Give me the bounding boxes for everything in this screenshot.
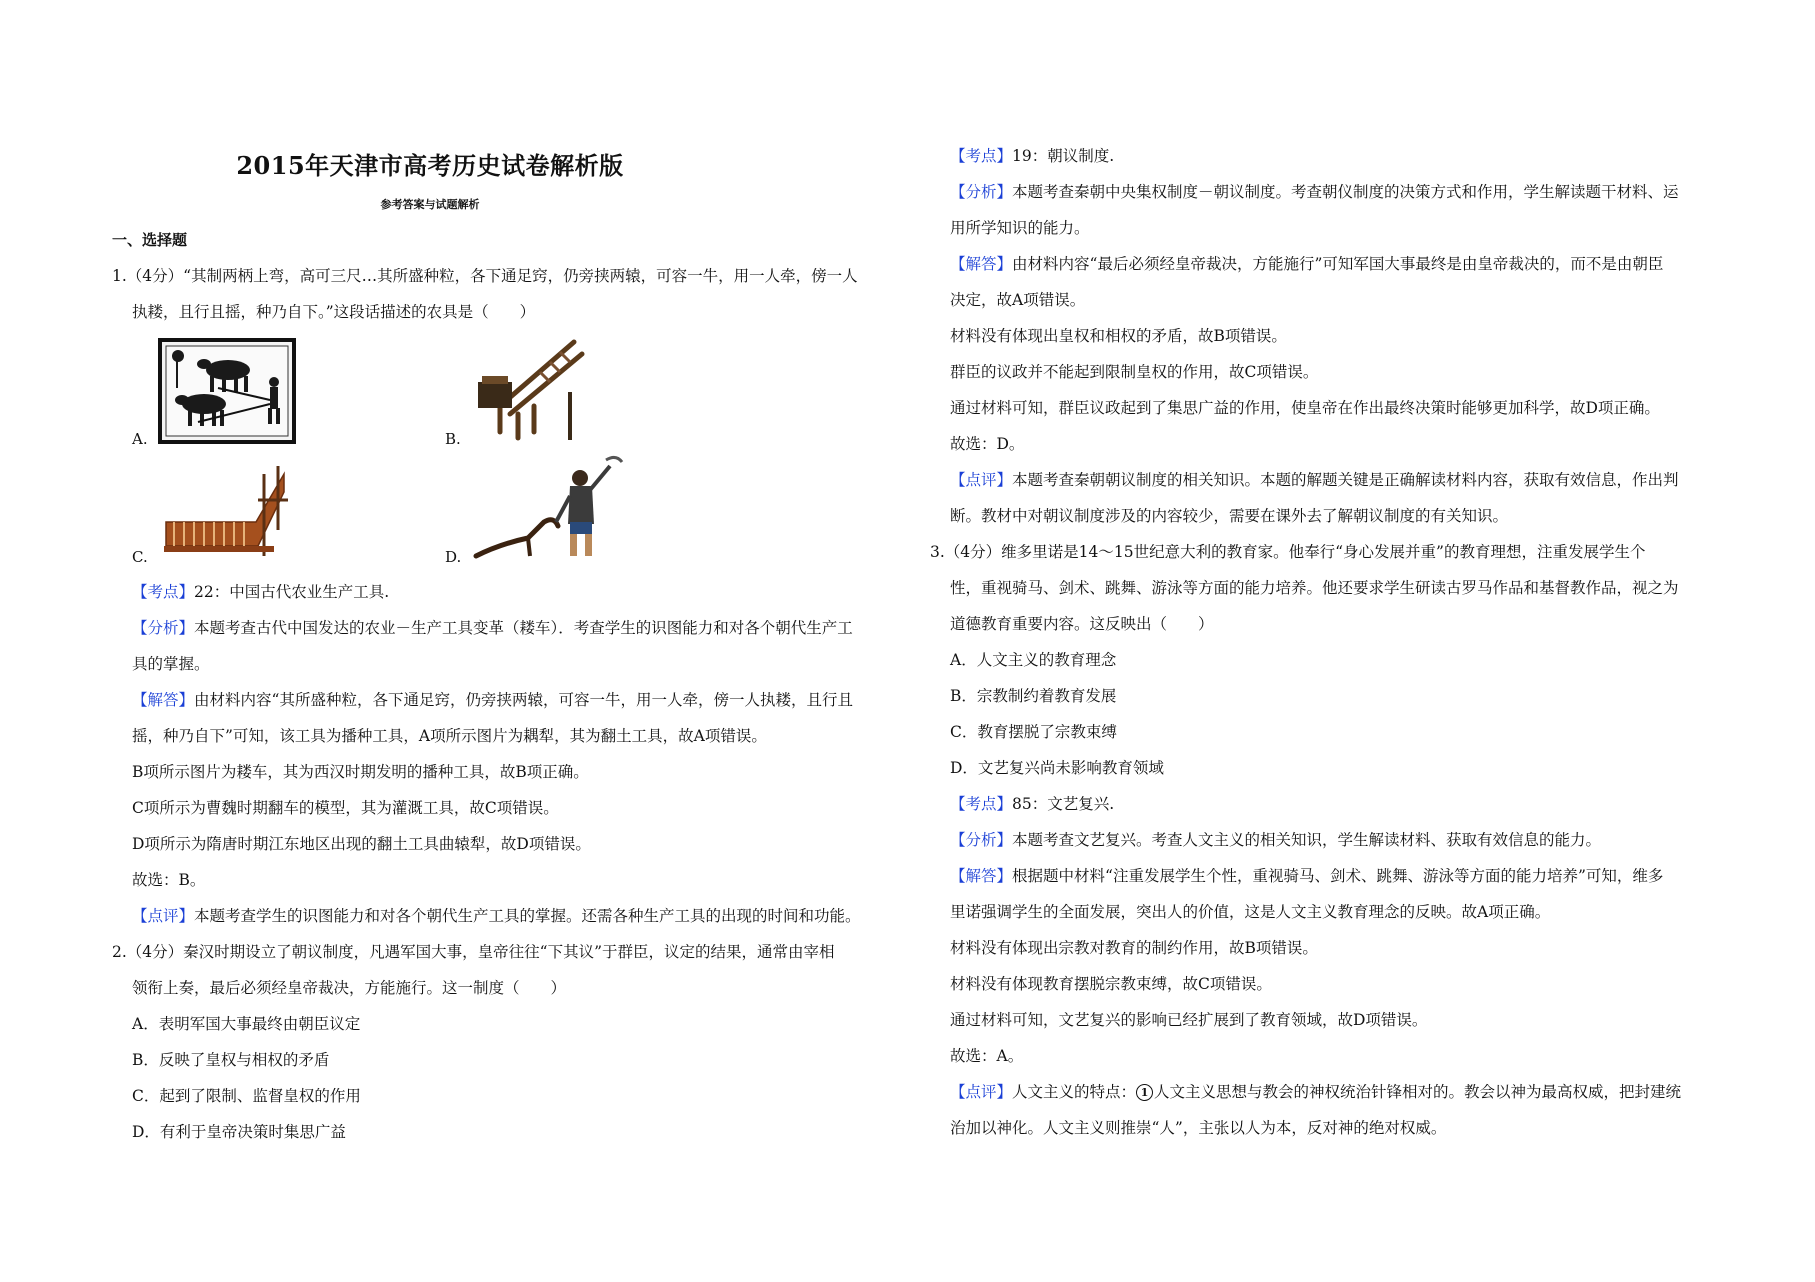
- q3-jieda-line-5: 通过材料可知，文艺复兴的影响已经扩展到了教育领域，故D项错误。: [950, 1011, 1428, 1029]
- q2-jieda-line-1: 【解答】由材料内容“最后必须经皇帝裁决，方能施行”可知军国大事最终是由皇帝裁决的，而不是由朝臣: [950, 255, 1664, 273]
- q3-jieda-line-4: 材料没有体现教育摆脱宗教束缚，故C项错误。: [950, 975, 1272, 993]
- q2-fenxi-line-2: 用所学知识的能力。: [950, 219, 1090, 237]
- chain-pump-model-image: [160, 460, 290, 560]
- q2-jieda-line-5: 通过材料可知，群臣议政起到了集思广益的作用，使皇帝在作出最终决策时能够更加科学，故D项正确。: [950, 399, 1660, 417]
- q3-answer: 故选：A。: [950, 1047, 1024, 1065]
- q1-jieda-line-3: B项所示图片为耧车，其为西汉时期发明的播种工具，故B项正确。: [132, 763, 589, 781]
- q1-fenxi-line-1: 【分析】本题考查古代中国发达的农业－生产工具变革（耧车）．考查学生的识图能力和对各个朝代生产工: [132, 619, 853, 637]
- q2-jieda-line-3: 材料没有体现出皇权和相权的矛盾，故B项错误。: [950, 327, 1287, 345]
- q2-answer: 故选：D。: [950, 435, 1025, 453]
- q2-option-c: C．起到了限制、监督皇权的作用: [132, 1087, 361, 1105]
- q1-option-d-label: D.: [445, 548, 462, 566]
- q1-jieda-line-1: 【解答】由材料内容“其所盛种粒，各下通足窍，仍旁挟两辕，可容一牛，用一人牵，傍一人执耧，且行且: [132, 691, 853, 709]
- q1-dianping: 【点评】本题考查学生的识图能力和对各个朝代生产工具的掌握。还需各种生产工具的出现的时间和功能。: [132, 907, 861, 925]
- q3-option-a: A．人文主义的教育理念: [950, 651, 1117, 669]
- q3-kaodian: 【考点】85：文艺复兴.: [950, 795, 1115, 813]
- q3-option-c: C．教育摆脱了宗教束缚: [950, 723, 1117, 741]
- seed-drill-image: [470, 332, 590, 442]
- q1-fenxi-line-2: 具的掌握。: [132, 655, 210, 673]
- q1-stem-line-1: 1.（4分）“其制两柄上弯，高可三尺…其所盛种粒，各下通足窍，仍旁挟两辕，可容一牛，用一人牵，傍一人: [112, 267, 858, 285]
- q1-stem-line-2: 执耧，且行且摇，种乃自下。”这段话描述的农具是（ ）: [132, 303, 536, 321]
- q1-jieda-line-5: D项所示为隋唐时期江东地区出现的翻土工具曲辕犁，故D项错误。: [132, 835, 591, 853]
- dianping-tag: 【点评】: [950, 1083, 1013, 1101]
- q2-stem-line-2: 领衔上奏，最后必须经皇帝裁决，方能施行。这一制度（ ）: [132, 979, 567, 997]
- q1-kaodian: 【考点】22：中国古代农业生产工具.: [132, 583, 390, 601]
- q3-dianping-line-1: 【点评】人文主义的特点： 1 人文主义思想与教会的神权统治针锋相对的。教会以神为最高权威，把封建统: [950, 1083, 1682, 1101]
- page-title: 2015年天津市高考历史试卷解析版: [236, 151, 624, 180]
- q3-jieda-line-2: 里诺强调学生的全面发展，突出人的价值，这是人文主义教育理念的反映。故A项正确。: [950, 903, 1551, 921]
- q3-option-b: B．宗教制约着教育发展: [950, 687, 1117, 705]
- q3-jieda-line-1: 【解答】根据题中材料“注重发展学生个性，重视骑马、剑术、跳舞、游泳等方面的能力培养”可知，维多: [950, 867, 1664, 885]
- kaodian-tag: 【考点】: [950, 147, 1013, 165]
- q3-stem-line-1: 3.（4分）维多里诺是14～15世纪意大利的教育家。他奉行“身心发展并重”的教育理想，注重发展学生个: [930, 543, 1646, 561]
- q3-option-d: D．文艺复兴尚未影响教育领域: [950, 759, 1164, 777]
- q2-option-d: D．有利于皇帝决策时集思广益: [132, 1123, 346, 1141]
- q2-dianping-line-1: 【点评】本题考查秦朝朝议制度的相关知识。本题的解题关键是正确解读材料内容，获取有效信息，作出判: [950, 471, 1679, 489]
- q3-dianping-line-2: 治加以神化。人文主义则推崇“人”，主张以人为本，反对神的绝对权威。: [950, 1119, 1447, 1137]
- q2-stem-line-1: 2.（4分）秦汉时期设立了朝议制度，凡遇军国大事，皇帝往往“下其议”于群臣，议定的结果，通常由宰相: [112, 943, 835, 961]
- q1-option-a-label: A.: [132, 430, 148, 448]
- fenxi-tag: 【分析】: [950, 183, 1013, 201]
- q2-dianping-line-2: 断。教材中对朝议制度涉及的内容较少，需要在课外去了解朝议制度的有关知识。: [950, 507, 1509, 525]
- q1-jieda-line-4: C项所示为曹魏时期翻车的模型，其为灌溉工具，故C项错误。: [132, 799, 559, 817]
- q2-fenxi-line-1: 【分析】本题考查秦朝中央集权制度－朝议制度。考查朝仪制度的决策方式和作用，学生解读题干材料、运: [950, 183, 1679, 201]
- q3-stem-line-3: 道德教育重要内容。这反映出（ ）: [950, 615, 1214, 633]
- fenxi-tag: 【分析】: [950, 831, 1013, 849]
- ox-plow-mural-image: [158, 338, 296, 444]
- q2-option-a: A．表明军国大事最终由朝臣议定: [132, 1015, 361, 1033]
- dianping-tag: 【点评】: [132, 907, 195, 925]
- curved-shaft-plow-image: [470, 452, 630, 562]
- q2-kaodian: 【考点】19：朝议制度.: [950, 147, 1115, 165]
- jieda-tag: 【解答】: [132, 691, 195, 709]
- q1-jieda-line-2: 摇，种乃自下”可知，该工具为播种工具，A项所示图片为耦犁，其为翻土工具，故A项错误。: [132, 727, 767, 745]
- kaodian-tag: 【考点】: [950, 795, 1013, 813]
- q1-answer: 故选：B。: [132, 871, 206, 889]
- jieda-tag: 【解答】: [950, 255, 1013, 273]
- q2-option-b: B．反映了皇权与相权的矛盾: [132, 1051, 330, 1069]
- jieda-tag: 【解答】: [950, 867, 1013, 885]
- dianping-tag: 【点评】: [950, 471, 1013, 489]
- q1-option-c-label: C.: [132, 548, 148, 566]
- q3-jieda-line-3: 材料没有体现出宗教对教育的制约作用，故B项错误。: [950, 939, 1318, 957]
- q2-jieda-line-2: 决定，故A项错误。: [950, 291, 1086, 309]
- kaodian-tag: 【考点】: [132, 583, 195, 601]
- q3-stem-line-2: 性，重视骑马、剑术、跳舞、游泳等方面的能力培养。他还要求学生研读古罗马作品和基督教作品，视之为: [950, 579, 1679, 597]
- section-heading: 一、选择题: [112, 231, 188, 249]
- q3-fenxi: 【分析】本题考查文艺复兴。考查人文主义的相关知识，学生解读材料、获取有效信息的能力。: [950, 831, 1602, 849]
- circled-number-one: 1: [1136, 1084, 1153, 1101]
- q1-option-b-label: B.: [445, 430, 461, 448]
- q2-jieda-line-4: 群臣的议政并不能起到限制皇权的作用，故C项错误。: [950, 363, 1319, 381]
- fenxi-tag: 【分析】: [132, 619, 195, 637]
- page-subtitle: 参考答案与试题解析: [380, 198, 480, 211]
